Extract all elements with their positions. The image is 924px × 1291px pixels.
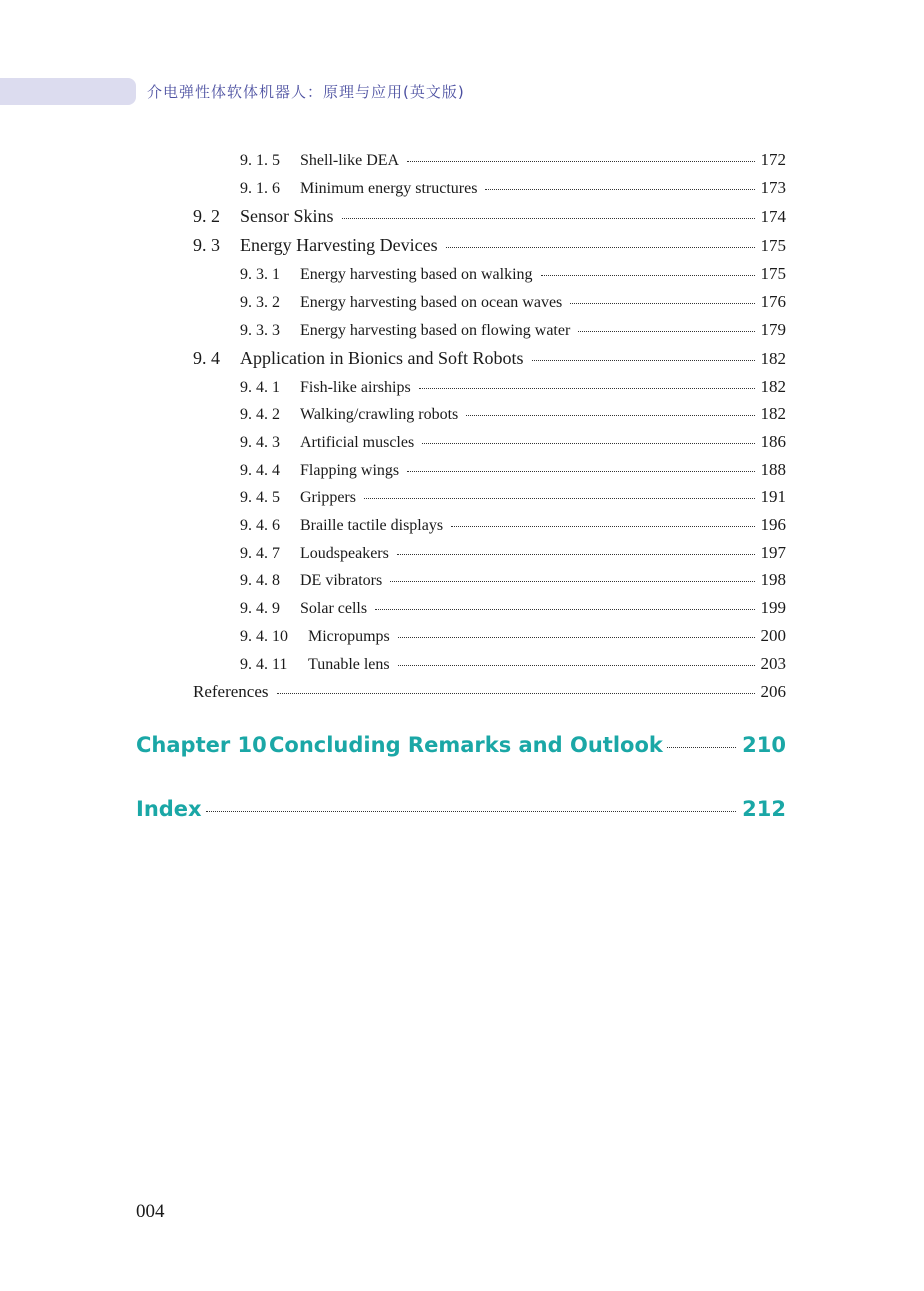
toc-entry-9-3-2[interactable] (240, 292, 786, 312)
toc-entry-title: Energy harvesting based on ocean waves (300, 294, 563, 311)
toc-entry-title: Energy harvesting based on flowing water (300, 322, 571, 339)
dot-leader (206, 811, 737, 812)
toc-entry-number: 9. 4. 10 (240, 628, 288, 645)
index-title: Index (136, 797, 202, 821)
toc-entry-number: 9. 2 (193, 206, 220, 226)
index-page: 212 (742, 797, 786, 821)
dot-leader (375, 609, 754, 610)
dot-leader (570, 303, 754, 304)
toc-entry-page: 191 (760, 487, 786, 506)
dot-leader (422, 443, 754, 444)
toc-index[interactable] (136, 797, 786, 821)
dot-leader (446, 247, 755, 248)
running-header-title: 介电弹性体软体机器人：原理与应用(英文版) (147, 83, 465, 101)
toc-entry-number: 9. 4. 8 (240, 572, 280, 589)
page-number: 004 (136, 1201, 165, 1222)
toc-entry-9-3-3[interactable] (240, 320, 786, 340)
toc-entry-number: 9. 4. 7 (240, 545, 280, 562)
dot-leader (667, 747, 736, 748)
toc-entry-number: 9. 3 (193, 235, 220, 255)
dot-leader (390, 581, 754, 582)
toc-entry-9-1-6[interactable] (240, 178, 786, 198)
toc-entry-references[interactable] (193, 682, 786, 702)
toc-entry-page: 206 (760, 682, 786, 701)
toc-entry-title: DE vibrators (300, 572, 383, 589)
toc-entry-9-4-6[interactable] (240, 515, 786, 535)
toc-entry-9-4-7[interactable] (240, 543, 786, 563)
chapter-title: Concluding Remarks and Outlook (269, 733, 663, 757)
toc-entry-9-4-10[interactable] (240, 626, 786, 646)
toc-entry-title: Fish-like airships (300, 379, 411, 396)
dot-leader (541, 275, 755, 276)
dot-leader (398, 665, 755, 666)
toc-entry-title: Grippers (300, 489, 356, 506)
toc-entry-9-4-3[interactable] (240, 432, 786, 452)
dot-leader (342, 218, 755, 219)
toc-entry-9-2[interactable] (193, 206, 786, 227)
dot-leader (419, 388, 755, 389)
dot-leader (466, 415, 754, 416)
toc-entry-title: Micropumps (308, 628, 390, 645)
dot-leader (407, 161, 754, 162)
toc-entry-9-1-5[interactable] (240, 150, 786, 170)
toc-entry-number: 9. 4. 9 (240, 600, 280, 617)
toc-entry-title: Sensor Skins (240, 206, 334, 226)
toc-entry-title: Application in Bionics and Soft Robots (240, 348, 524, 368)
chapter-number: Chapter 10 (136, 733, 267, 757)
toc-entry-title: Shell-like DEA (300, 152, 400, 169)
toc-entry-number: 9. 4. 3 (240, 434, 280, 451)
toc-entry-page: 179 (760, 320, 786, 339)
toc-entry-9-4[interactable] (193, 348, 786, 369)
dot-leader (364, 498, 755, 499)
toc-entry-number: 9. 4. 1 (240, 379, 280, 396)
toc-entry-page: 172 (760, 150, 786, 169)
toc-entry-title: References (193, 682, 269, 701)
toc-entry-title: Loudspeakers (300, 545, 389, 562)
toc-entry-9-4-11[interactable] (240, 654, 786, 674)
dot-leader (407, 471, 754, 472)
toc-entry-9-4-8[interactable] (240, 570, 786, 590)
toc-entry-9-4-5[interactable] (240, 487, 786, 507)
toc-entry-number: 9. 4. 2 (240, 406, 280, 423)
toc-entry-title: Solar cells (300, 600, 368, 617)
toc-entry-number: 9. 4. 5 (240, 489, 280, 506)
toc-entry-number: 9. 4. 6 (240, 517, 280, 534)
toc-entry-number: 9. 4 (193, 348, 220, 368)
toc-entry-title: Braille tactile displays (300, 517, 444, 534)
chapter-page: 210 (742, 733, 786, 757)
toc-entry-number: 9. 3. 1 (240, 266, 280, 283)
dot-leader (485, 189, 754, 190)
toc-entry-number: 9. 1. 5 (240, 152, 280, 169)
toc-entry-9-4-2[interactable] (240, 404, 786, 424)
toc-entry-page: 200 (760, 626, 786, 645)
toc-entry-page: 173 (760, 178, 786, 197)
toc-entry-page: 176 (760, 292, 786, 311)
dot-leader (277, 693, 755, 694)
toc-entry-page: 188 (760, 460, 786, 479)
toc-entry-9-3[interactable] (193, 235, 786, 256)
toc-entry-title: Energy harvesting based on walking (300, 266, 533, 283)
toc-entry-page: 174 (760, 207, 786, 226)
dot-leader (397, 554, 755, 555)
toc-entry-page: 199 (760, 598, 786, 617)
toc-chapter-10[interactable] (136, 733, 786, 757)
header-tab-decoration (0, 78, 136, 105)
toc-entry-page: 186 (760, 432, 786, 451)
toc-entry-number: 9. 3. 3 (240, 322, 280, 339)
toc-entry-page: 182 (760, 377, 786, 396)
toc-entry-page: 196 (760, 515, 786, 534)
toc-entry-page: 197 (760, 543, 786, 562)
toc-entry-title: Flapping wings (300, 462, 400, 479)
toc-entry-number: 9. 4. 4 (240, 462, 280, 479)
toc-entry-title: Energy Harvesting Devices (240, 235, 438, 255)
toc-entry-page: 175 (760, 236, 786, 255)
toc-entry-page: 198 (760, 570, 786, 589)
toc-entry-9-3-1[interactable] (240, 264, 786, 284)
dot-leader (451, 526, 754, 527)
toc-entry-title: Tunable lens (308, 656, 390, 673)
toc-entry-page: 182 (760, 404, 786, 423)
toc-entry-number: 9. 4. 11 (240, 656, 288, 673)
toc-entry-page: 175 (760, 264, 786, 283)
toc-entry-page: 182 (760, 349, 786, 368)
toc-entry-number: 9. 3. 2 (240, 294, 280, 311)
toc-entry-page: 203 (760, 654, 786, 673)
dot-leader (532, 360, 755, 361)
toc-entry-9-4-9[interactable] (240, 598, 786, 618)
toc-entry-9-4-4[interactable] (240, 460, 786, 480)
toc-entry-number: 9. 1. 6 (240, 180, 280, 197)
toc-entry-9-4-1[interactable] (240, 377, 786, 397)
dot-leader (578, 331, 754, 332)
dot-leader (398, 637, 755, 638)
toc-entry-title: Artificial muscles (300, 434, 415, 451)
toc-entry-title: Walking/crawling robots (300, 406, 459, 423)
toc-entry-title: Minimum energy structures (300, 180, 478, 197)
